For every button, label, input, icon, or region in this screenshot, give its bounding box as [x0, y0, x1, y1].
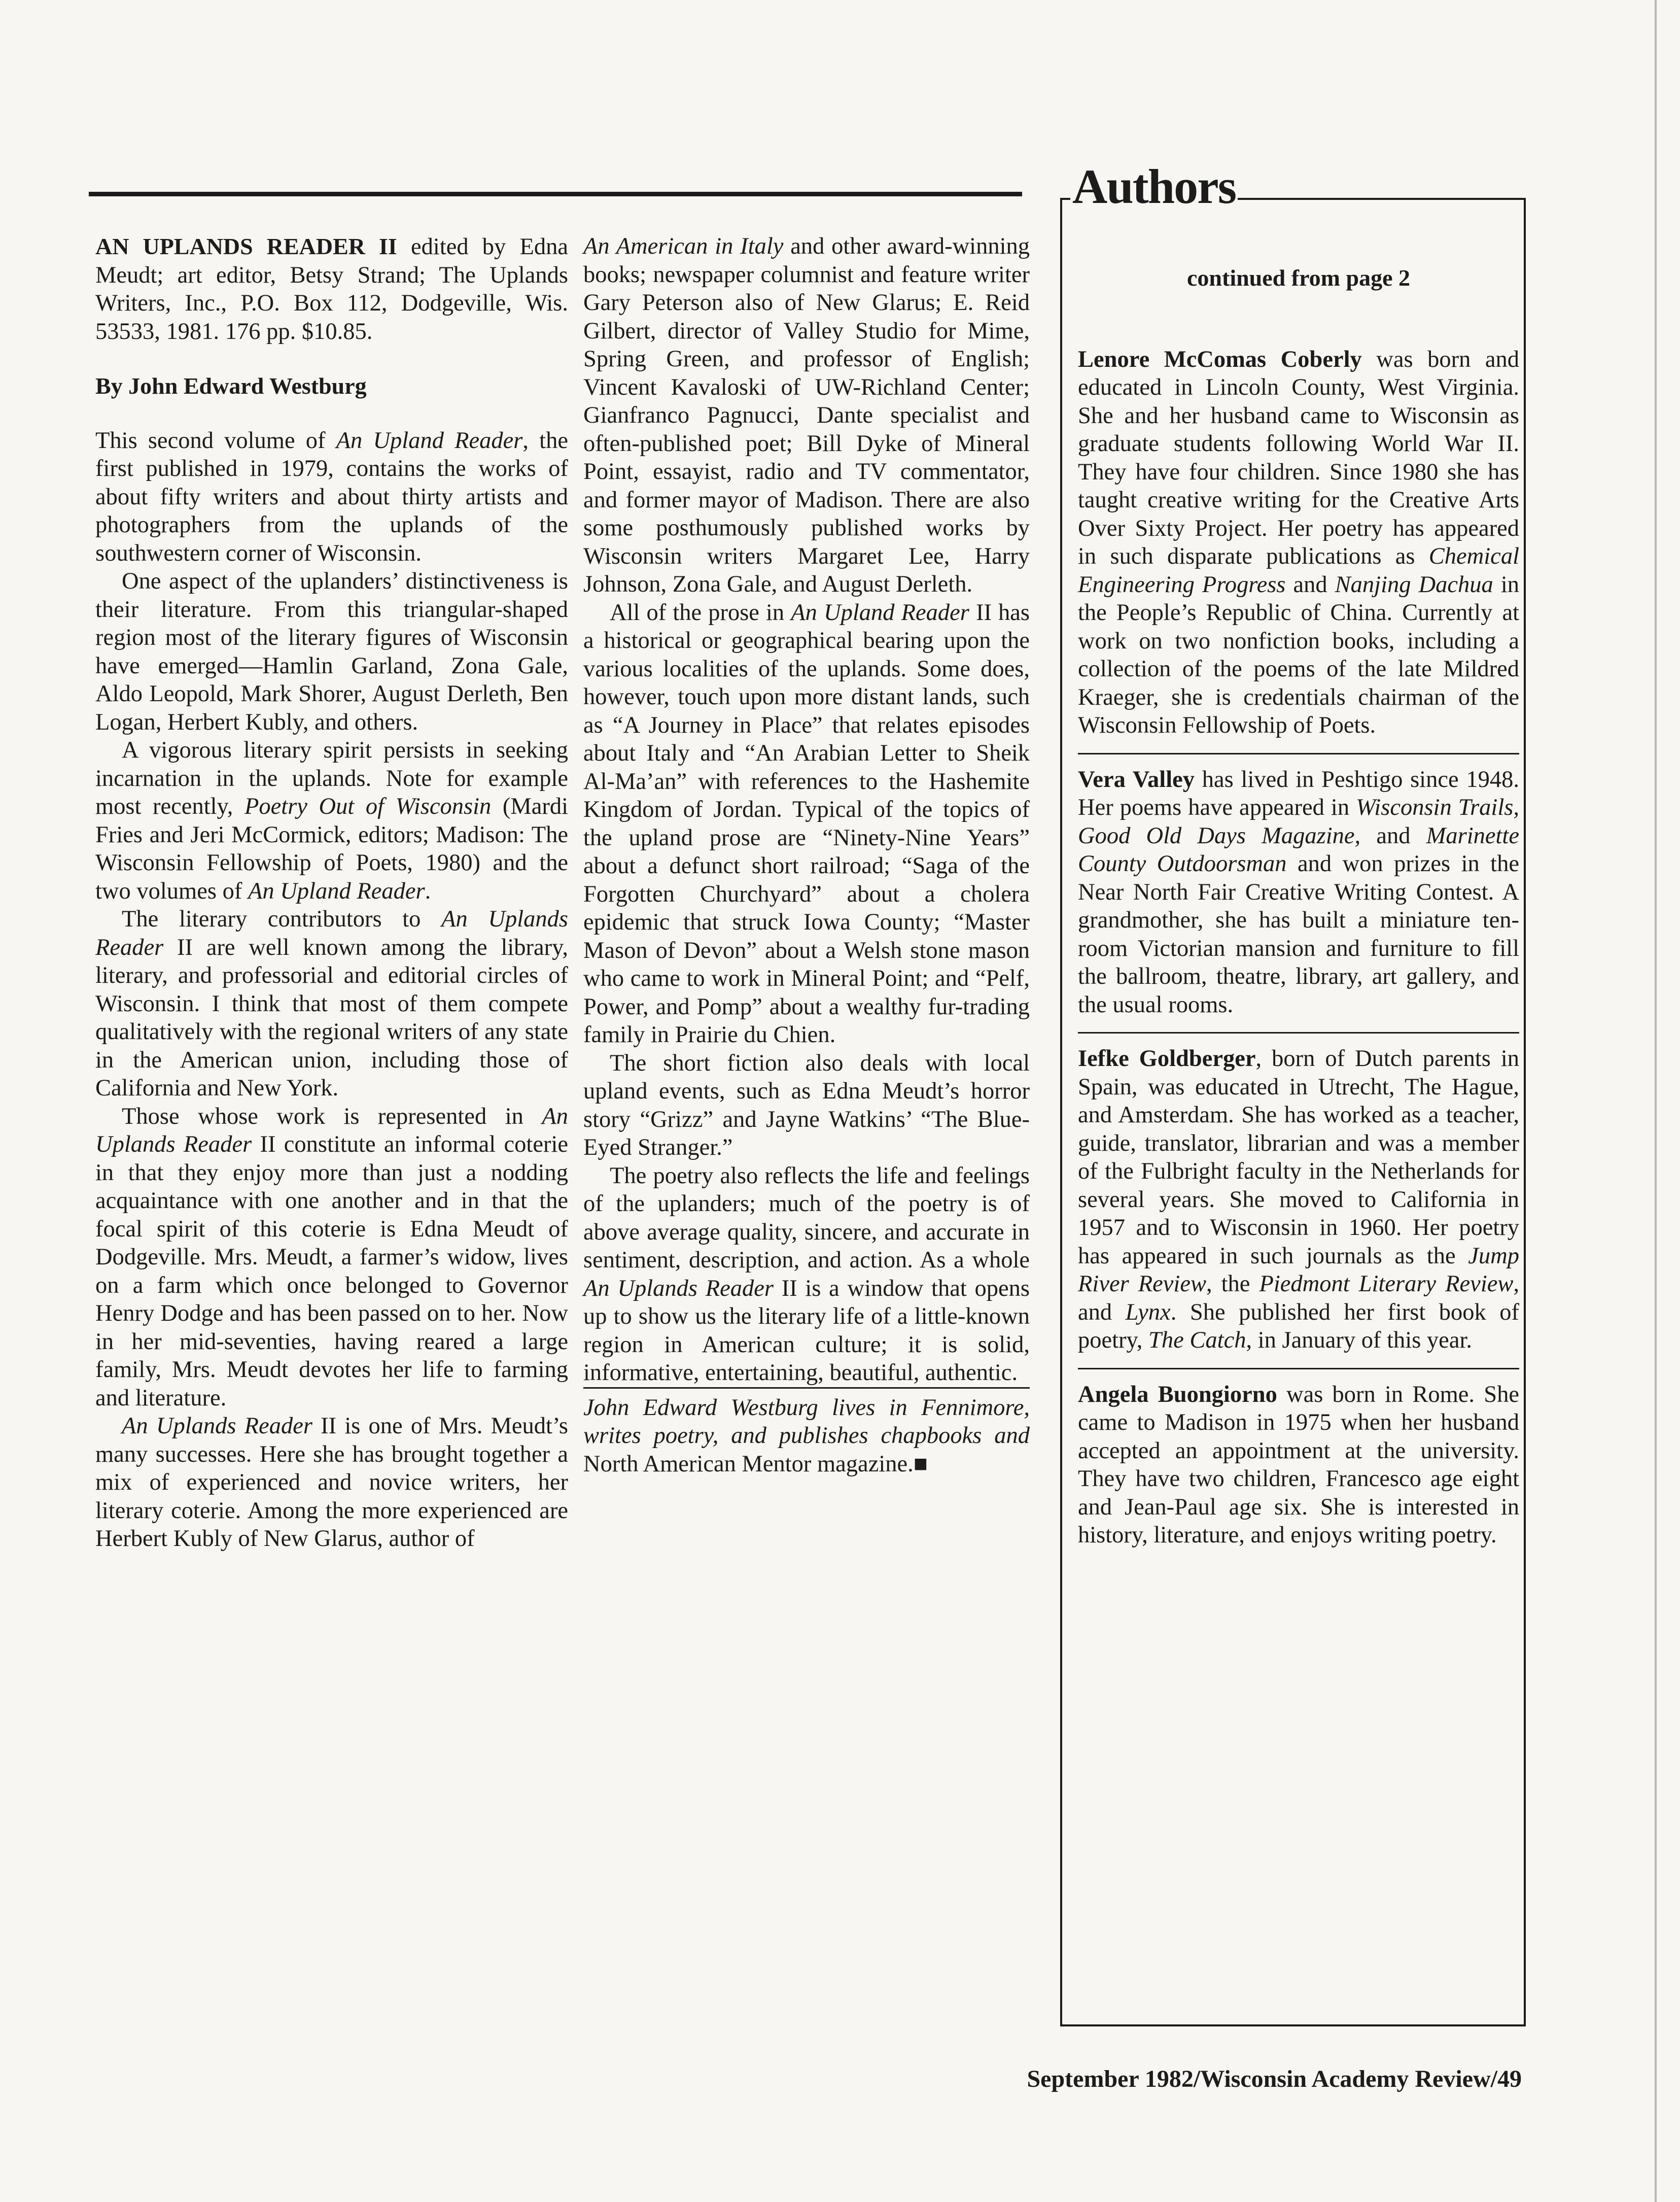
bio-name: Vera Valley [1078, 766, 1195, 793]
paragraph-6 [95, 1412, 568, 1553]
text: II is a window that opens up to show us the literary life of a little-known region in American culture; it is solid, informative, entertaining, beautiful, authentic. [583, 1275, 1030, 1386]
end-mark-icon: ■ [913, 1451, 928, 1477]
bio-name: Angela Buongiorno [1078, 1381, 1277, 1407]
text: , in January of this year. [1246, 1327, 1473, 1353]
italic-title: Wisconsin Trails, Good Old Days Magazine, [1078, 795, 1519, 849]
byline: By John Edward Westburg [95, 373, 367, 399]
review-heading [95, 232, 568, 346]
text: was born in Rome. She came to Madison in 1975 when her husband accepted an appointment at the university. They have two children, Francesco age eight and Jean-Paul age six. She is interested in history, literature, and enjoys writing poetry. [1078, 1381, 1519, 1548]
bio-coberly [1078, 346, 1519, 740]
italic-title: The Catch [1148, 1327, 1246, 1353]
sidebar-title: Authors [1070, 161, 1238, 212]
italic-title: Nanjing Dachua [1335, 571, 1493, 598]
text: All of the prose in [610, 599, 791, 626]
page-edge [1655, 0, 1657, 2202]
italic-title: Lynx [1125, 1299, 1171, 1325]
italic-title: An Uplands Reader [95, 906, 569, 960]
paragraph-7 [583, 599, 1030, 1049]
text: and won prizes in the Near North Fair Creative Writing Contest. A grandmother, she has built a miniature ten-room Victorian mansion and furniture to fill the ballroom, theatre, library, art gallery, and the usual rooms. [1078, 851, 1519, 1018]
paragraph-1 [95, 427, 568, 568]
text: II is one of Mrs. Meudt’s many successes. Here she has brought together a mix of experienced and novice writers, her literary coterie. Among the more experienced are Herbert Kubly of New Glarus, author of [95, 1413, 568, 1552]
text: (Mardi Fries and Jeri McCormick, editors; Madison: The Wisconsin Fellowship of Poets, 1980) and the two volumes of [95, 794, 569, 904]
bio-valley [1078, 766, 1519, 1019]
top-rule [89, 192, 1022, 196]
text: , the [1206, 1271, 1259, 1297]
text: II are well known among the library, literary, and professorial and editorial circles of Wisconsin. I think that most of them compete qualitatively with the regional writers of any state in the American union, including those of California and New York. [95, 934, 568, 1101]
text: has lived in Peshtigo since 1948. Her poems have appeared in [1078, 766, 1520, 820]
paragraph-8: The short fiction also deals with local upland events, such as Edna Meudt’s horror story “Grizz” and Jayne Watkins’ “The Blue-Eyed Stranger.” [583, 1050, 1030, 1160]
text: , and [1078, 1271, 1520, 1325]
text: , the first published in 1979, contains the works of about fifty writers and about thirty artists and photographers from the uplands of the southwestern corner of Wisconsin. [95, 427, 568, 566]
italic-title: An Uplands Reader [583, 1275, 774, 1301]
author-note [583, 1387, 1030, 1478]
page-footer: September 1982/Wisconsin Academy Review/49 [1027, 2066, 1522, 2092]
divider [1078, 753, 1519, 754]
divider [1078, 1032, 1519, 1034]
text: . She published her first book of poetry, [1078, 1299, 1520, 1353]
text: This second volume of [95, 427, 336, 454]
text: and [1285, 571, 1335, 598]
text: , born of Dutch parents in Spain, was educated in Utrecht, The Hague, and Amsterdam. She has worked as a teacher, guide, translator, librarian and was a member of the Fulbright faculty in the Netherlands for several years. She moved to California in 1957 and to Wisconsin in 1960. Her poetry has appeared in such journals as the [1078, 1046, 1519, 1269]
italic-title: An Uplands Reader [95, 1103, 568, 1157]
paragraph-6-continued [583, 232, 1030, 599]
bio-name: Iefke Goldberger [1078, 1046, 1256, 1072]
book-title: AN UPLANDS READER II [95, 233, 397, 259]
author-note-italic: John Edward Westburg lives in Fennimore, writes poetry, and publishes chapbooks and [583, 1394, 1030, 1449]
book-details: edited by Edna Meudt; art editor, Betsy Strand; The Uplands Writers, Inc., P.O. Box 112, Dodgeville, Wis. 53533, 1981. 176 pp. $10.85. [95, 234, 568, 345]
text: . [425, 878, 431, 904]
sidebar-body [1078, 264, 1519, 1550]
text: II has a historical or geographical bearing upon the various localities of the uplands. Some does, however, touch upon more distant lands, such as “A Journey in Place” that relates episodes about Italy and “An Arabian Letter to Sheik Al-Ma’an” with references to the Hashemite Kingdom of Jordan. Typical of the topics of the upland prose are “Ninety-Nine Years” about a defunct short railroad; “Saga of the Forgotten Churchyard” about a cholera epidemic that struck Iowa County; “Master Mason of Devon” about a Welsh stone mason who came to work in Mineral Point; and “Pelf, Power, and Pomp” about a wealthy fur-trading family in Prairie du Chien. [583, 599, 1030, 1048]
italic-title: An Uplands Reader [122, 1413, 312, 1439]
italic-title: An American in Italy [583, 233, 784, 259]
text: The poetry also reflects the life and feelings of the uplanders; much of the poetry is of above average quality, sincere, and accurate in sentiment, description, and action. As a whole [583, 1162, 1030, 1273]
italic-title: An Upland Reader [248, 878, 425, 904]
paragraph-5 [95, 1103, 568, 1413]
text: II constitute an informal coterie in that they enjoy more than just a nodding acquaintance with one another and in that the focal spirit of this coterie is Edna Meudt of Dodgeville. Mrs. Meudt, a farmer’s widow, lives on a farm which once belonged to Governor Henry Dodge and has been passed on to her. Now in her mid-seventies, having reared a large family, Mrs. Meudt devotes her life to farming and literature. [95, 1131, 569, 1411]
text: in the People’s Republic of China. Currently at work on two nonfiction books, including a collection of the poems of the late Mildred Kraeger, she is credentials chairman of the Wisconsin Fellowship of Poets. [1078, 571, 1520, 738]
spacer [95, 400, 568, 427]
paragraph-3 [95, 736, 568, 905]
italic-title: Marinette County Outdoorsman [1078, 822, 1519, 877]
continued-note: continued from page 2 [1187, 265, 1410, 291]
text: A vigorous literary spirit persists in seeking incarnation in the uplands. Note for example most recently, [95, 737, 568, 819]
divider [1078, 1368, 1519, 1369]
italic-title: An Upland Reader [336, 427, 523, 454]
text: Those whose work is represented in [122, 1103, 542, 1129]
bio-goldberger [1078, 1045, 1519, 1355]
italic-title: Poetry Out of Wisconsin [244, 794, 492, 819]
paragraph-2: One aspect of the uplanders’ distinctiveness is their literature. From this triangular-shaped region most of the literary figures of Wisconsin have emerged—Hamlin Garland, Zona Gale, Aldo Leopold, Mark Shorer, August Derleth, Ben Logan, Herbert Kubly, and others. [95, 568, 568, 735]
bio-name: Lenore McComas Coberly [1078, 346, 1362, 372]
text: was born and educated in Lincoln County, West Virginia. She and her husband came to Wisconsin as graduate students following World War II. They have four children. Since 1980 she has taught creative writing for the Creative Arts Over Sixty Project. Her poetry has appeared in such disparate publications as [1078, 346, 1519, 569]
review-column-1 [95, 232, 568, 1553]
italic-title: Chemical Engineering Progress [1078, 543, 1519, 598]
italic-title: Jump River Review [1078, 1243, 1519, 1297]
author-note-text: North American Mentor magazine. [583, 1451, 914, 1477]
italic-title: Piedmont Literary Review [1259, 1271, 1514, 1297]
italic-title: An Upland Reader [791, 599, 969, 626]
text: and other award-winning books; newspaper columnist and feature writer Gary Peterson also of New Glarus; E. Reid Gilbert, director of Valley Studio for Mime, Spring Green, and professor of English; Vincent Kavaloski of UW-Richland Center; Gianfranco Pagnucci, Dante specialist and often-published poet; Bill Dyke of Mineral Point, essayist, radio and TV commentator, and former mayor of Madison. There are also some posthumously published works by Wisconsin writers Margaret Lee, Harry Johnson, Zona Gale, and August Derleth. [583, 233, 1030, 597]
text: The literary contributors to [122, 906, 442, 932]
paragraph-9 [583, 1162, 1030, 1387]
paragraph-4 [95, 905, 568, 1103]
bio-buongiorno [1078, 1381, 1519, 1550]
text: and [1360, 822, 1426, 849]
review-column-2 [583, 232, 1030, 1478]
